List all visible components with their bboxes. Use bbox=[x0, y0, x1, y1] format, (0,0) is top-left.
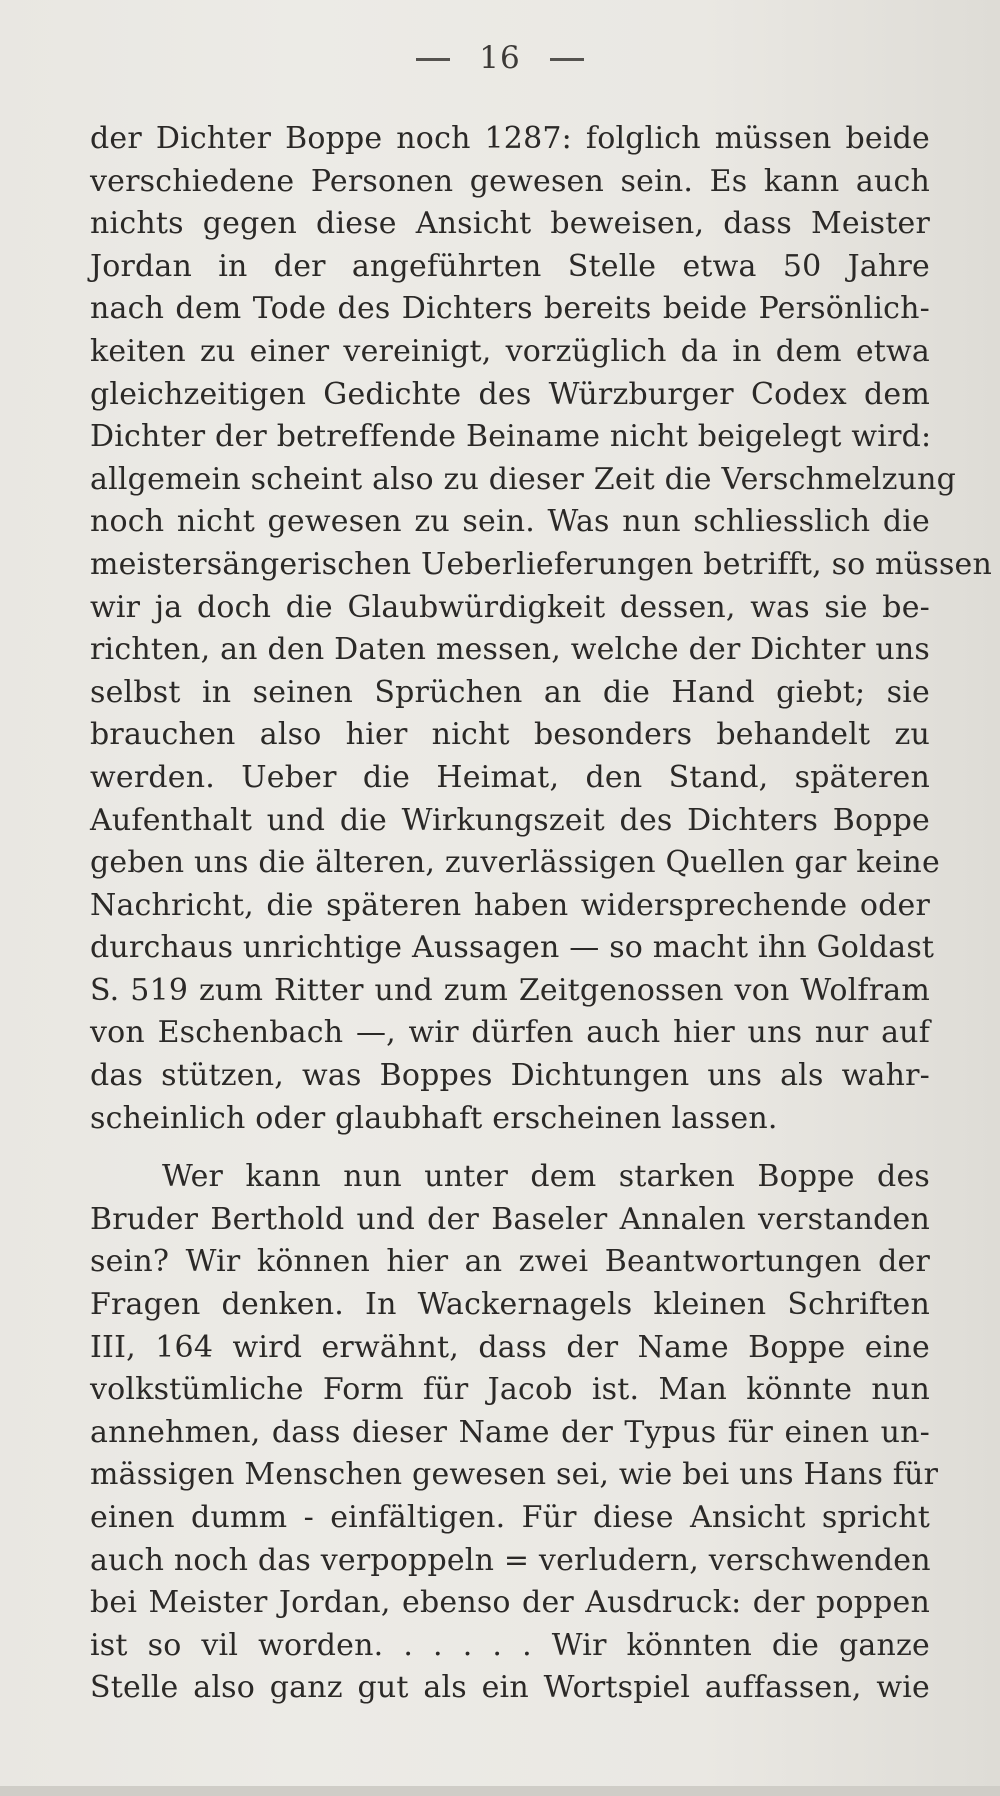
text-line: von Eschenbach —, wir dürfen auch hier uns nur auf bbox=[90, 1015, 930, 1051]
page-header bbox=[0, 40, 1000, 76]
text-line: Dichter der betreffende Beiname nicht beigelegt wird: bbox=[90, 419, 932, 455]
text-line: bei Meister Jordan, ebenso der Ausdruck: der poppen bbox=[90, 1585, 930, 1621]
text-line: einen dumm - einfältigen. Für diese Ansicht spricht bbox=[90, 1500, 930, 1535]
header-dash-right bbox=[550, 58, 584, 61]
text-line: brauchen also hier nicht besonders behandelt zu bbox=[90, 717, 930, 753]
text-line: nach dem Tode des Dichters bereits beide Persönlich- bbox=[90, 291, 930, 327]
header-dash-left bbox=[416, 58, 450, 61]
text-line: nichts gegen diese Ansicht beweisen, dass Meister bbox=[90, 206, 930, 242]
text-line: volkstümliche Form für Jacob ist. Man könnte nun bbox=[90, 1372, 930, 1408]
text-line: das stützen, was Boppes Dichtungen uns als wahr- bbox=[90, 1058, 930, 1094]
text-line: ist so vil worden. . . . . . Wir könnten die ganze bbox=[90, 1627, 930, 1663]
text-line: auch noch das verpoppeln = verludern, verschwenden bbox=[90, 1542, 931, 1578]
text-line: Bruder Berthold und der Baseler Annalen verstanden bbox=[90, 1201, 930, 1237]
text-line: annehmen, dass dieser Name der Typus für einen un- bbox=[90, 1414, 930, 1450]
text-line: Nachricht, die späteren haben widersprechende oder bbox=[90, 887, 930, 923]
text-line: gleichzeitigen Gedichte des Würzburger Codex dem bbox=[90, 376, 930, 412]
text-line: Fragen denken. In Wackernagels kleinen Schriften bbox=[90, 1287, 930, 1323]
text-line: Wer kann nun unter dem starken Boppe des bbox=[162, 1159, 930, 1195]
text-line: scheinlich oder glaubhaft erscheinen lassen. bbox=[90, 1100, 778, 1136]
text-line: S. 519 zum Ritter und zum Zeitgenossen von Wolfram bbox=[90, 972, 930, 1008]
text-line: noch nicht gewesen zu sein. Was nun schliesslich die bbox=[90, 504, 930, 540]
text-line: meistersängerischen Ueberlieferungen betrifft, so müssen bbox=[90, 546, 993, 582]
text-line: verschiedene Personen gewesen sein. Es kann auch bbox=[90, 163, 930, 199]
body-text bbox=[90, 118, 993, 1710]
text-line: der Dichter Boppe noch 1287: folglich müssen beide bbox=[90, 121, 930, 156]
text-line: allgemein scheint also zu dieser Zeit die Verschmelzung bbox=[90, 461, 957, 497]
text-line: III, 164 wird erwähnt, dass der Name Boppe eine bbox=[90, 1329, 930, 1365]
text-line: werden. Ueber die Heimat, den Stand, späteren bbox=[90, 759, 930, 795]
text-line: selbst in seinen Sprüchen an die Hand giebt; sie bbox=[90, 674, 930, 710]
text-line: richten, an den Daten messen, welche der Dichter uns bbox=[90, 632, 930, 668]
page-number: 16 bbox=[479, 40, 521, 76]
text-line: wir ja doch die Glaubwürdigkeit dessen, was sie be- bbox=[90, 589, 930, 625]
text-line: Stelle also ganz gut als ein Wortspiel auffassen, wie bbox=[90, 1670, 930, 1706]
text-line: keiten zu einer vereinigt, vorzüglich da in dem etwa bbox=[90, 333, 930, 369]
text-line: mässigen Menschen gewesen sei, wie bei uns Hans für bbox=[90, 1457, 939, 1493]
text-line: geben uns die älteren, zuverlässigen Quellen gar keine bbox=[90, 845, 940, 881]
text-line: Jordan in der angeführten Stelle etwa 50 Jahre bbox=[90, 248, 930, 284]
paragraph-gap bbox=[90, 1140, 930, 1156]
text-line: Aufenthalt und die Wirkungszeit des Dichters Boppe bbox=[90, 802, 930, 838]
text-line: sein? Wir können hier an zwei Beantwortungen der bbox=[90, 1244, 930, 1280]
text-line: durchaus unrichtige Aussagen — so macht ihn Goldast bbox=[90, 930, 935, 966]
